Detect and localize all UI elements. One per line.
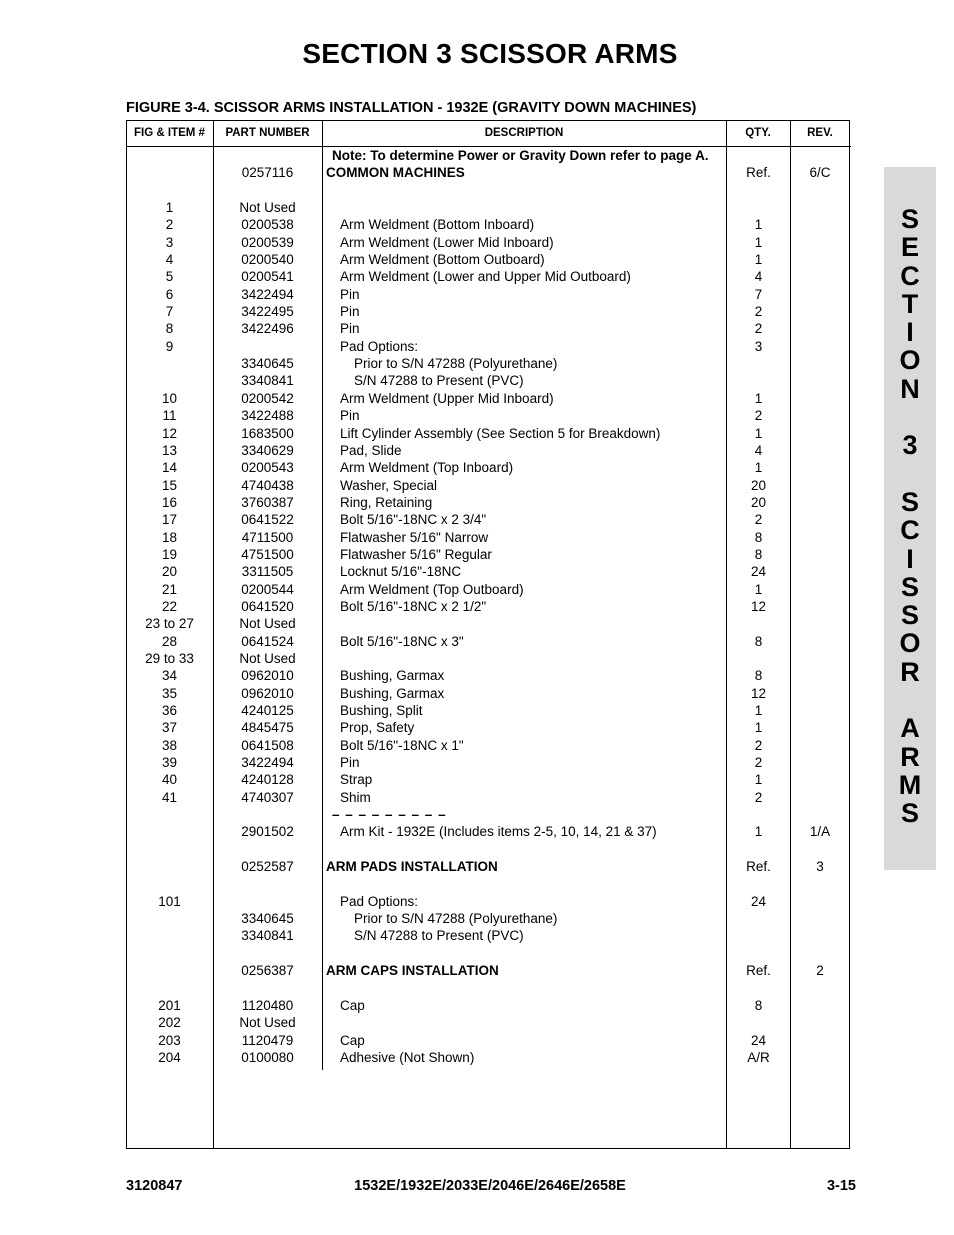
table-row [126,806,850,823]
item-cell: 2 [165,217,174,233]
qty-cell: 1 [754,252,763,268]
part-number-cell: 0200539 [241,234,294,250]
table-row [126,494,850,511]
description-cell: Bushing, Garmax [340,668,445,684]
item-cell: 101 [158,893,181,909]
table-row [126,997,850,1014]
qty-cell: 1 [754,772,763,788]
part-number-cell: Not Used [239,650,296,666]
footer-page-number: 3-15 [826,1178,856,1194]
part-number-cell: 3340841 [241,373,294,389]
table-row [126,251,850,268]
description-cell: – – – – – – – – – [332,807,447,823]
table-row [126,858,850,875]
figure-title: FIGURE 3-4. SCISSOR ARMS INSTALLATION - 1932E (GRAVITY DOWN MACHINES) [126,100,697,116]
table-row [126,546,850,563]
table-row [126,650,850,667]
table-row [126,511,850,528]
description-cell: Bolt 5/16"-18NC x 3" [340,633,464,649]
item-cell: 18 [161,529,178,545]
item-cell: 1 [165,200,174,216]
item-cell: 22 [161,598,178,614]
description-cell: Pad Options: [340,338,419,354]
item-cell: 8 [165,321,174,337]
description-cell: Flatwasher 5/16" Regular [340,546,492,562]
part-number-cell: 0962010 [241,685,294,701]
part-number-cell: 4845475 [241,720,294,736]
item-cell: 20 [161,564,178,580]
table-row [126,425,850,442]
item-cell: 19 [161,546,178,562]
table-row [126,147,850,164]
side-tab-letter: S [900,204,919,234]
part-number-cell: 0200542 [241,390,294,406]
description-cell: S/N 47288 to Present (PVC) [354,373,524,389]
side-tab-letter: S [900,571,919,602]
qty-cell: 4 [754,269,763,285]
description-cell: Shim [340,789,371,805]
item-cell: 17 [161,512,178,528]
part-number-cell: 3340645 [241,356,294,372]
item-cell: 23 to 27 [145,616,194,632]
qty-cell: 8 [754,997,763,1013]
part-number-cell: 3340645 [241,911,294,927]
table-row [126,910,850,927]
qty-cell: 1 [754,720,763,736]
description-cell: Bushing, Split [340,703,423,718]
rev-cell: 3 [816,859,824,875]
qty-cell: 1 [754,217,763,233]
qty-cell: 1 [754,824,763,840]
part-number-cell: 1120479 [241,1032,294,1048]
section-side-tab [884,167,936,870]
side-tab-text [884,205,936,828]
qty-cell: 1 [754,234,763,250]
qty-cell: 8 [754,633,763,649]
part-number-cell: 3760387 [241,494,294,510]
side-tab-letter: O [899,628,921,659]
part-number-cell: 3340841 [241,928,294,944]
description-cell: ARM PADS INSTALLATION [326,859,498,875]
part-number-cell: Not Used [239,1015,296,1031]
item-cell: 39 [161,755,178,771]
item-cell: 16 [161,494,178,510]
side-tab-letter: E [900,232,919,263]
side-tab-letter: O [899,345,921,376]
table-row [126,633,850,650]
description-cell: ARM CAPS INSTALLATION [326,963,499,979]
part-number-cell: 4711500 [241,529,294,545]
table-row [126,823,850,840]
part-number-cell: 0641524 [241,633,294,649]
table-row [126,286,850,303]
footer-doc-number: 3120847 [126,1178,183,1194]
qty-cell: 20 [750,494,767,510]
item-cell: 4 [165,252,174,268]
description-cell: Bolt 5/16"-18NC x 2 3/4" [340,512,487,528]
description-cell: Bolt 5/16"-18NC x 1" [340,737,464,753]
item-cell: 28 [161,633,178,649]
item-cell: 37 [161,720,178,736]
side-tab-letter: S [900,798,919,829]
description-cell: Cap [340,1032,365,1048]
part-number-cell: 3422494 [241,286,294,302]
side-tab-letter [884,460,936,488]
side-tab-letter: I [906,317,914,348]
table-row [126,737,850,754]
description-cell: Lift Cylinder Assembly (See Section 5 for Breakdown) [340,425,661,441]
part-number-cell: 0100080 [241,1049,294,1065]
item-cell: 12 [161,425,178,441]
item-cell: 6 [165,286,174,302]
side-tab-letter: C [900,515,920,546]
qty-cell: 2 [754,512,763,528]
part-number-cell: 0200544 [241,581,294,597]
description-cell: Cap [340,997,365,1013]
qty-cell: 2 [754,408,763,424]
qty-cell: 24 [750,564,767,580]
item-cell: 203 [158,1032,181,1048]
qty-cell: 7 [754,286,763,302]
part-number-cell: 3422488 [241,408,294,424]
rev-cell: 2 [816,963,824,979]
header-part-number: PART NUMBER [225,127,310,139]
item-cell: 15 [161,477,178,493]
description-cell: Pin [340,755,360,771]
item-cell: 36 [161,703,178,718]
qty-cell: Ref. [746,165,771,181]
table-row [126,667,850,684]
side-tab-letter [884,403,936,431]
description-cell: Note: To determine Power or Gravity Down refer to page A. [332,148,709,163]
side-tab-letter: S [900,600,919,631]
table-row [126,702,850,719]
table-row [126,927,850,944]
item-cell: 35 [161,685,178,701]
table-row [126,1049,850,1066]
table-row [126,962,850,979]
table-row [126,685,850,702]
part-number-cell: 3422496 [241,321,294,337]
table-row [126,338,850,355]
table-row [126,372,850,389]
item-cell: 38 [161,737,178,753]
description-cell: Arm Weldment (Bottom Outboard) [340,252,545,268]
description-cell: Arm Weldment (Lower and Upper Mid Outboard) [340,269,631,285]
side-tab-letter: I [906,543,914,574]
item-cell: 34 [161,668,178,684]
table-row [126,442,850,459]
part-number-cell: 0641520 [241,598,294,614]
part-number-cell: 3422494 [241,755,294,771]
part-number-cell: 0641508 [241,737,294,753]
qty-cell: 12 [750,598,767,614]
rev-cell: 1/A [809,824,831,840]
side-tab-letter: C [900,260,920,291]
item-cell: 9 [165,338,174,354]
part-number-cell: 0641522 [241,512,294,528]
part-number-cell: 0257116 [241,165,294,181]
item-cell: 202 [158,1015,181,1031]
table-row [126,841,850,858]
description-cell: Locknut 5/16"-18NC [340,564,462,580]
description-cell: Pin [340,321,360,337]
header-fig-item: FIG & ITEM # [134,127,205,139]
part-number-cell: 0200543 [241,460,294,476]
table-row [126,615,850,632]
table-row [126,355,850,372]
table-row [126,390,850,407]
qty-cell: 20 [750,477,767,493]
side-tab-letter: R [900,656,920,687]
table-row [126,199,850,216]
description-cell: Arm Weldment (Lower Mid Inboard) [340,234,554,250]
description-cell: Arm Weldment (Top Inboard) [340,460,514,476]
table-row [126,407,850,424]
part-number-cell: 4740438 [241,477,294,493]
part-number-cell: 0256387 [241,963,294,979]
table-row [126,1014,850,1031]
qty-cell: 1 [754,703,763,718]
qty-cell: 2 [754,737,763,753]
description-cell: COMMON MACHINES [326,165,465,181]
part-number-cell: 0200538 [241,217,294,233]
part-number-cell: 4751500 [241,546,294,562]
table-row [126,216,850,233]
qty-cell: 1 [754,581,763,597]
table-row [126,182,850,199]
side-tab-letter: A [900,713,920,744]
part-number-cell: 1683500 [241,425,294,441]
item-cell: 21 [161,581,178,597]
rev-cell: 6/C [809,165,831,181]
side-tab-letter: N [900,373,920,404]
part-number-cell: 3340629 [241,442,294,458]
qty-cell: 1 [754,390,763,406]
table-row [126,1032,850,1049]
qty-cell: Ref. [746,963,771,979]
qty-cell: 2 [754,304,763,320]
table-row [126,320,850,337]
table-row [126,459,850,476]
header-description: DESCRIPTION [484,127,564,139]
qty-cell: 4 [754,442,763,458]
footer-models: 1532E/1932E/2033E/2046E/2646E/2658E [354,1178,626,1194]
qty-cell: Ref. [746,859,771,875]
qty-cell: 8 [754,668,763,684]
table-row [126,980,850,997]
table-body [126,147,850,1066]
item-cell: 7 [165,304,174,320]
part-number-cell: 0252587 [241,859,294,875]
description-cell: Prior to S/N 47288 (Polyurethane) [354,911,558,927]
description-cell: Bushing, Garmax [340,685,445,701]
qty-cell: 24 [750,1032,767,1048]
item-cell: 14 [161,460,178,476]
description-cell: Washer, Special [340,477,438,493]
table-row [126,789,850,806]
part-number-cell: 0962010 [241,668,294,684]
header-rev: REV. [807,127,833,139]
part-number-cell: 0200541 [241,269,294,285]
part-number-cell: 4240128 [241,772,294,788]
side-tab-letter: M [898,769,922,800]
description-cell: Prop, Safety [340,720,415,736]
table-row [126,563,850,580]
item-cell: 41 [161,789,178,805]
part-number-cell: 3422495 [241,304,294,320]
table-row [126,529,850,546]
table-row [126,268,850,285]
description-cell: Pin [340,304,360,320]
description-cell: Ring, Retaining [340,494,433,510]
qty-cell: 8 [754,546,763,562]
qty-cell: 3 [754,338,763,354]
item-cell: 29 to 33 [145,650,194,666]
item-cell: 201 [158,997,181,1013]
side-tab-letter: 3 [902,430,918,461]
part-number-cell: Not Used [239,616,296,632]
qty-cell: 2 [754,321,763,337]
description-cell: Pad, Slide [340,442,402,458]
item-cell: 5 [165,269,174,285]
part-number-cell: 1120480 [241,997,294,1013]
side-tab-letter: S [900,486,919,517]
description-cell: Pin [340,408,360,424]
item-cell: 3 [165,234,174,250]
qty-cell: 24 [750,893,767,909]
table-row [126,945,850,962]
table-row [126,581,850,598]
qty-cell: 8 [754,529,763,545]
side-tab-letter [884,686,936,714]
table-row [126,771,850,788]
table-row [126,477,850,494]
table-row [126,598,850,615]
part-number-cell: 4740307 [241,789,294,805]
description-cell: Strap [340,772,373,788]
description-cell: Adhesive (Not Shown) [340,1049,475,1065]
part-number-cell: 2901502 [241,824,294,840]
table-row [126,893,850,910]
description-cell: Prior to S/N 47288 (Polyurethane) [354,356,558,372]
description-cell: Pad Options: [340,893,419,909]
description-cell: Flatwasher 5/16" Narrow [340,529,489,545]
item-cell: 10 [161,390,178,406]
qty-cell: A/R [747,1049,770,1065]
table-row [126,719,850,736]
item-cell: 13 [161,442,178,458]
description-cell: Pin [340,286,360,302]
page-title: SECTION 3 SCISSOR ARMS [302,38,678,69]
item-cell: 11 [162,408,177,424]
item-cell: 40 [161,772,178,788]
description-cell: Bolt 5/16"-18NC x 2 1/2" [340,598,487,614]
side-tab-letter: T [901,288,919,319]
item-cell: 204 [158,1049,181,1065]
table-row [126,875,850,892]
qty-cell: 1 [754,460,763,476]
header-qty: QTY. [745,127,771,139]
table-row [126,303,850,320]
part-number-cell: 0200540 [241,252,294,268]
description-cell: Arm Weldment (Bottom Inboard) [340,217,535,233]
qty-cell: 1 [754,425,763,441]
side-tab-letter: R [900,741,920,772]
part-number-cell: 3311505 [241,564,294,580]
part-number-cell: Not Used [239,200,296,216]
description-cell: S/N 47288 to Present (PVC) [354,928,524,944]
part-number-cell: 4240125 [241,703,294,718]
table-row [126,754,850,771]
qty-cell: 12 [750,685,767,701]
qty-cell: 2 [754,755,763,771]
description-cell: Arm Weldment (Top Outboard) [340,581,524,597]
table-row [126,164,850,181]
description-cell: Arm Kit - 1932E (Includes items 2-5, 10, 14, 21 & 37) [340,824,657,840]
description-cell: Arm Weldment (Upper Mid Inboard) [340,390,554,406]
table-row [126,234,850,251]
qty-cell: 2 [754,789,763,805]
